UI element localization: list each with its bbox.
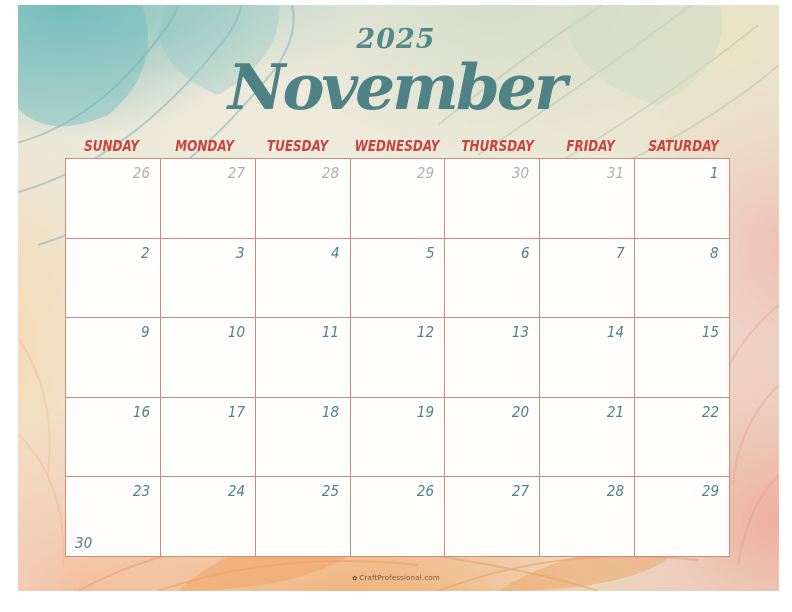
calendar-cell bbox=[635, 239, 730, 319]
date-label: 23 bbox=[132, 482, 150, 501]
calendar-cell bbox=[540, 477, 635, 557]
date-label: 11 bbox=[322, 323, 340, 342]
calendar-cell bbox=[540, 318, 635, 398]
date-label: 28 bbox=[606, 482, 625, 501]
date-label-overflow: 30 bbox=[75, 533, 93, 552]
calendar-cell bbox=[256, 239, 351, 319]
date-label: 6 bbox=[520, 243, 530, 262]
calendar-cell bbox=[256, 318, 351, 398]
date-label: 13 bbox=[512, 323, 530, 342]
calendar-cell bbox=[351, 398, 446, 478]
calendar-cell bbox=[66, 239, 161, 319]
date-label: 2 bbox=[141, 243, 150, 262]
day-header: SATURDAY bbox=[648, 136, 719, 156]
day-header: FRIDAY bbox=[566, 136, 615, 156]
day-header: MONDAY bbox=[175, 136, 235, 156]
calendar-cell bbox=[66, 159, 161, 239]
calendar-cell bbox=[161, 159, 256, 239]
calendar-cell bbox=[445, 477, 540, 557]
calendar-cell bbox=[351, 318, 446, 398]
calendar-cell bbox=[635, 398, 730, 478]
date-label: 14 bbox=[606, 323, 625, 342]
date-label: 19 bbox=[417, 402, 435, 421]
date-label: 30 bbox=[512, 164, 530, 182]
calendar-cell bbox=[351, 477, 446, 557]
date-label: 21 bbox=[606, 402, 625, 421]
calendar-cell bbox=[66, 477, 161, 557]
calendar-cell bbox=[351, 239, 446, 319]
year-label: 2025 bbox=[356, 24, 436, 55]
calendar-cell bbox=[66, 398, 161, 478]
date-label: 27 bbox=[227, 164, 245, 182]
calendar-cell bbox=[445, 318, 540, 398]
calendar-cell bbox=[445, 398, 540, 478]
calendar-cell bbox=[351, 159, 446, 239]
calendar-cell bbox=[540, 159, 635, 239]
date-label: 28 bbox=[322, 164, 340, 182]
calendar-cell bbox=[445, 239, 540, 319]
date-label: 31 bbox=[606, 164, 625, 182]
calendar-cell bbox=[635, 477, 730, 557]
date-label: 25 bbox=[322, 482, 340, 501]
calendar-cell bbox=[66, 318, 161, 398]
date-label: 10 bbox=[227, 323, 245, 342]
date-label: 16 bbox=[132, 402, 150, 421]
calendar-cell bbox=[540, 398, 635, 478]
calendar-cell bbox=[445, 159, 540, 239]
calendar-cell bbox=[256, 398, 351, 478]
calendar-cell bbox=[161, 398, 256, 478]
date-label: 9 bbox=[141, 323, 150, 342]
date-label: 26 bbox=[132, 164, 150, 182]
calendar-cell bbox=[161, 318, 256, 398]
date-label: 4 bbox=[330, 243, 340, 262]
date-label: 12 bbox=[417, 323, 435, 342]
date-label: 22 bbox=[701, 402, 719, 421]
date-label: 15 bbox=[701, 323, 719, 342]
date-label: 8 bbox=[710, 243, 719, 262]
month-title: November bbox=[227, 50, 565, 124]
date-label: 18 bbox=[322, 402, 340, 421]
date-label: 26 bbox=[417, 482, 435, 501]
date-label: 29 bbox=[701, 482, 719, 501]
day-header: SUNDAY bbox=[84, 136, 140, 156]
date-label: 3 bbox=[236, 243, 245, 262]
leaf-sprig-icon: ✿ bbox=[352, 575, 358, 582]
date-label: 20 bbox=[512, 402, 530, 421]
day-header: THURSDAY bbox=[460, 136, 534, 156]
calendar-cell bbox=[635, 318, 730, 398]
date-label: 7 bbox=[615, 243, 625, 262]
watermark bbox=[0, 574, 792, 582]
date-label: 1 bbox=[710, 164, 719, 182]
date-label: 29 bbox=[417, 164, 435, 182]
calendar-cell bbox=[540, 239, 635, 319]
calendar-cell bbox=[161, 477, 256, 557]
date-label: 17 bbox=[227, 402, 245, 421]
date-label: 24 bbox=[227, 482, 245, 501]
date-label: 5 bbox=[425, 243, 435, 262]
calendar-cell bbox=[256, 159, 351, 239]
watermark-text: CraftProfessional.com bbox=[359, 574, 440, 582]
calendar-grid bbox=[65, 158, 730, 557]
calendar-cell bbox=[256, 477, 351, 557]
day-header-row bbox=[65, 135, 730, 157]
day-header: WEDNESDAY bbox=[355, 136, 440, 156]
date-label: 27 bbox=[512, 482, 530, 501]
calendar-cell bbox=[635, 159, 730, 239]
day-header: TUESDAY bbox=[267, 136, 329, 156]
calendar-cell bbox=[161, 239, 256, 319]
